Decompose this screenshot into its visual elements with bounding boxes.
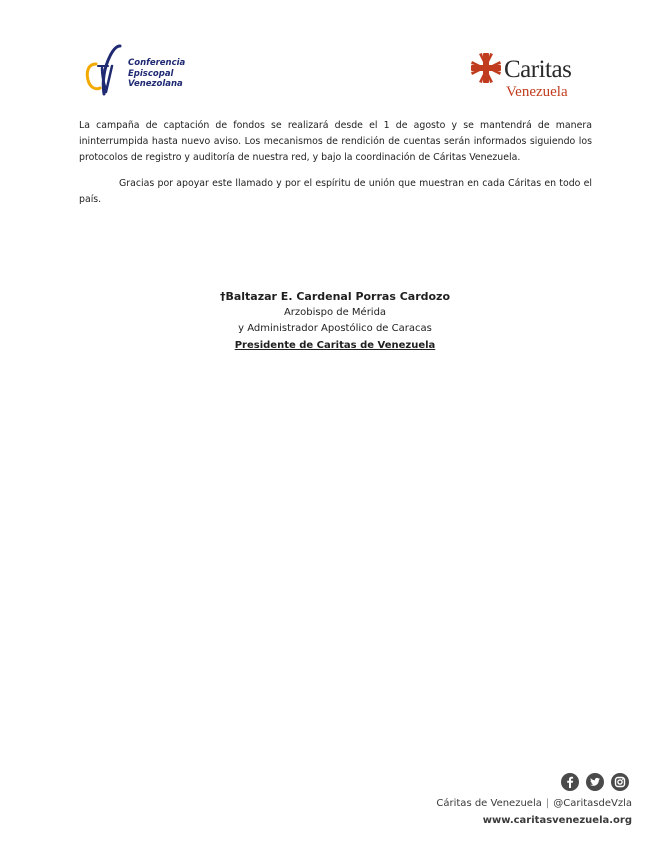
twitter-icon[interactable] <box>586 773 604 791</box>
cev-monogram-icon <box>82 42 130 100</box>
footer-separator: | <box>545 798 550 809</box>
signatory-name: †Baltazar E. Cardenal Porras Cardozo <box>219 290 451 303</box>
caritas-logo-name: Caritas <box>504 56 572 83</box>
signatory-title-2: y Administrador Apostólico de Caracas <box>238 323 432 334</box>
signatory-title-3: Presidente de Caritas de Venezuela <box>234 340 436 351</box>
footer-handle[interactable]: @CaritasdeVzla <box>553 798 632 809</box>
footer-contact-line <box>436 798 632 809</box>
cev-logo-line: Venezolana <box>128 79 183 89</box>
cev-logo <box>82 42 202 102</box>
caritas-logo <box>468 50 598 104</box>
body-paragraph-1: La campaña de captación de fondos se realizará desde el 1 de agosto y se mantendrá de manera ininterrumpida hasta nuevo aviso. Los mecanismos de rendición de cuentas serán informados siguiendo los protocolos de registro y auditoría de nuestra red, y bajo la coordinación de Cáritas Venezuela. <box>79 120 592 163</box>
facebook-icon[interactable] <box>561 773 579 791</box>
footer-org-name: Cáritas de Venezuela <box>436 798 542 809</box>
instagram-icon[interactable] <box>611 773 629 791</box>
caritas-logo-subtitle: Venezuela <box>506 84 568 100</box>
caritas-cross-icon <box>470 52 502 84</box>
signatory-title-1: Arzobispo de Mérida <box>283 307 387 318</box>
cev-logo-line: Episcopal <box>128 68 174 79</box>
cev-logo-text <box>128 58 185 90</box>
footer-website-link[interactable]: www.caritasvenezuela.org <box>482 815 632 826</box>
cev-logo-line: Conferencia <box>128 58 186 68</box>
body-paragraph-2: Gracias por apoyar este llamado y por el espíritu de unión que muestran en cada Cáritas en todo el país. <box>79 178 592 205</box>
